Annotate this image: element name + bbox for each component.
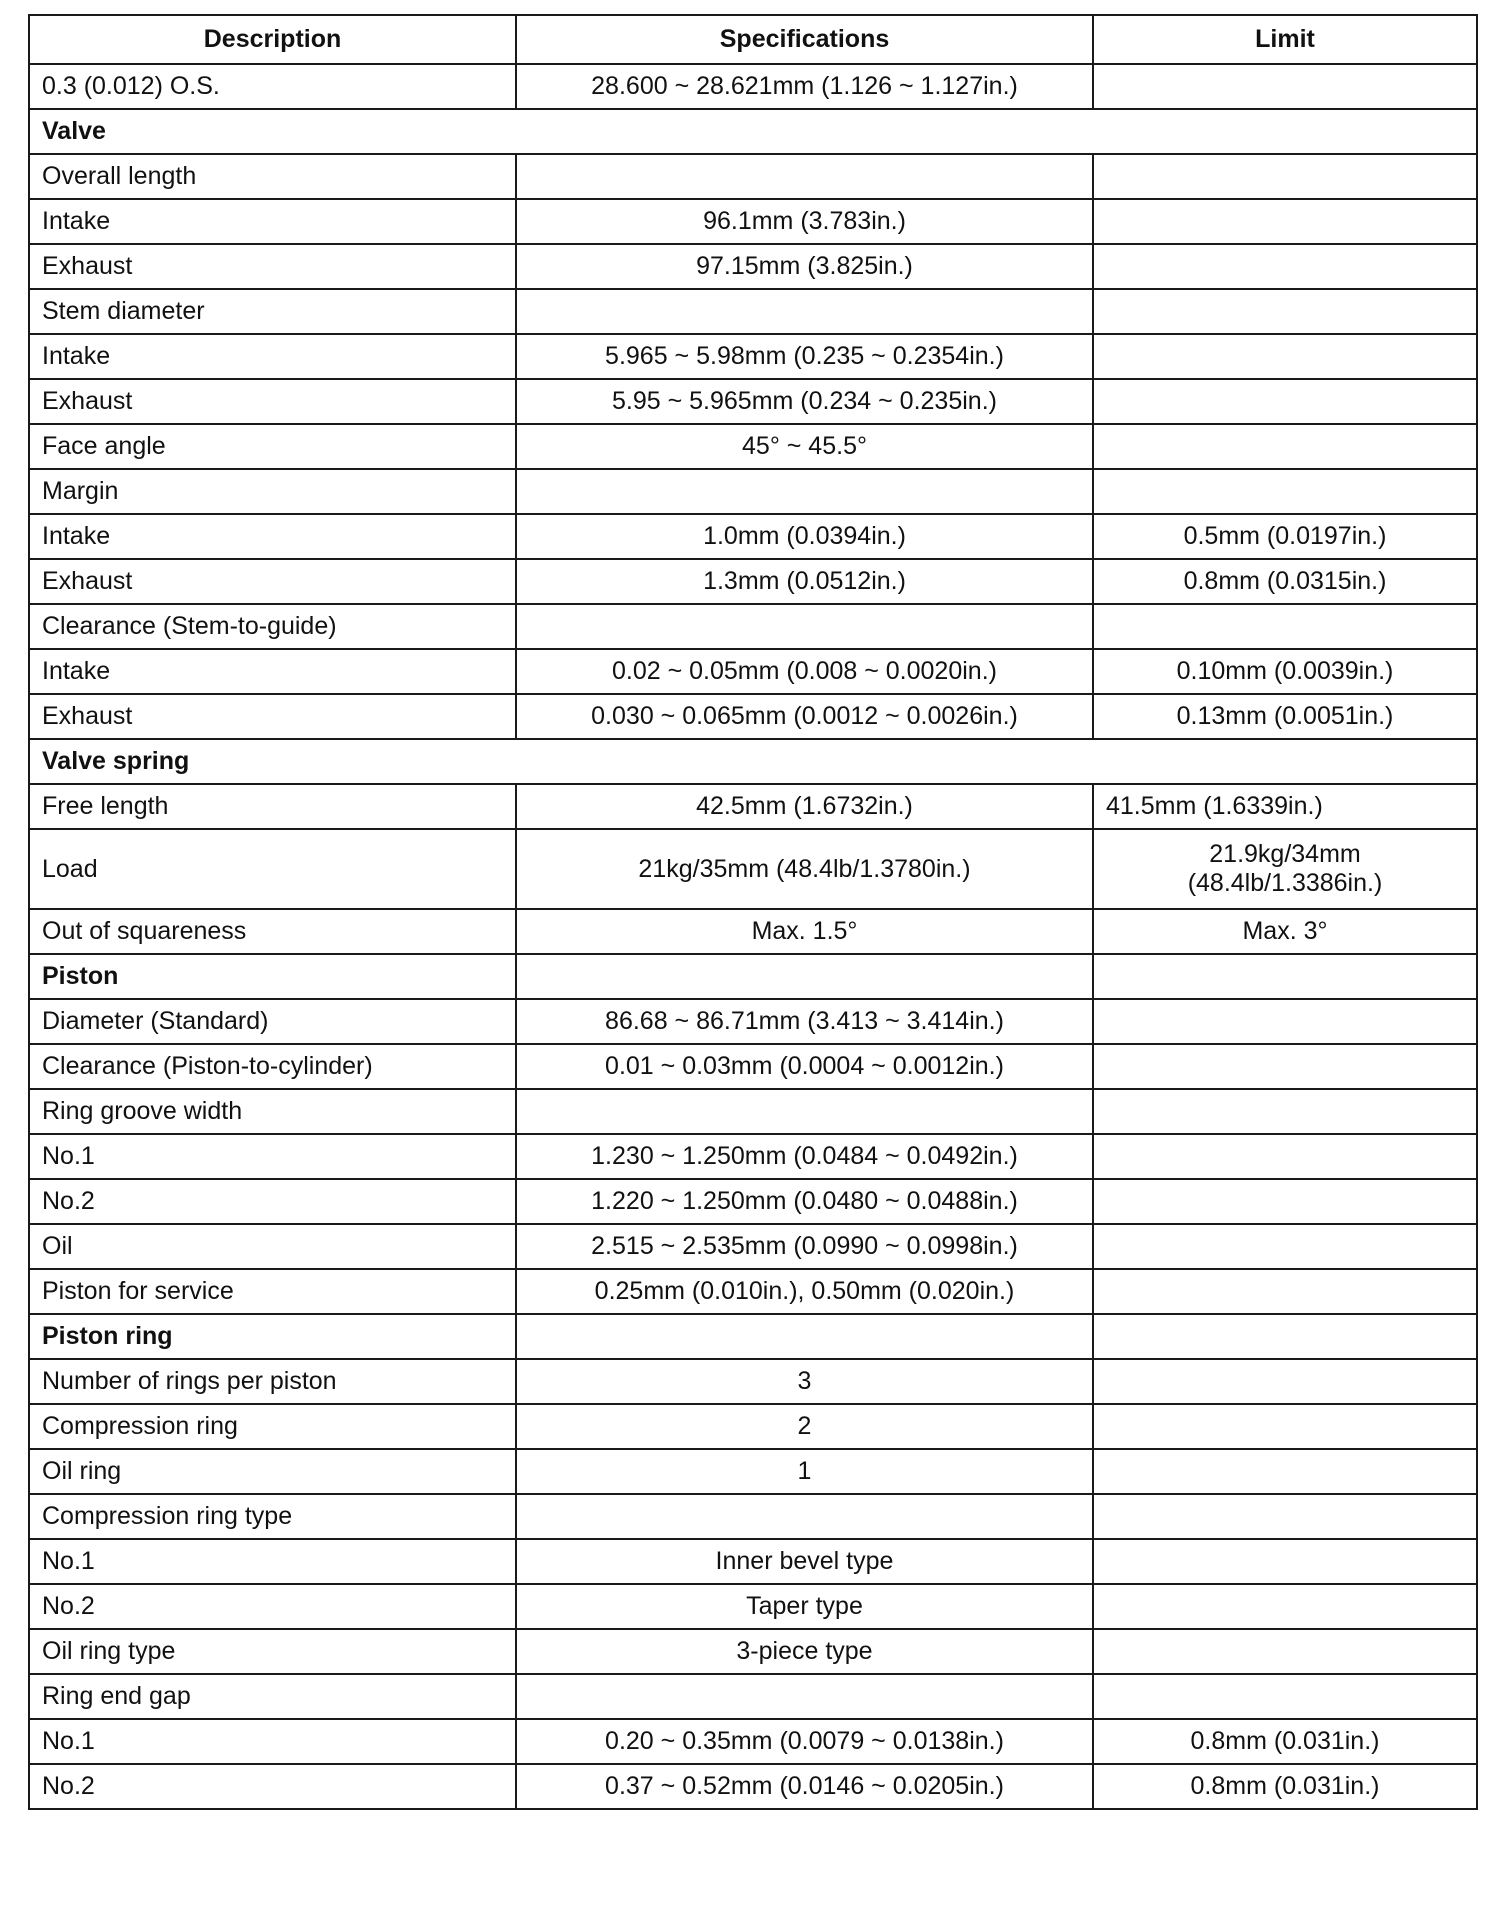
- table-row: [29, 1404, 1477, 1449]
- description-cell: Oil ring type: [29, 1629, 516, 1674]
- table-row: [29, 1449, 1477, 1494]
- limit-cell: [1093, 1674, 1477, 1719]
- specification-cell: [516, 1674, 1093, 1719]
- description-cell: Intake: [29, 649, 516, 694]
- limit-cell: [1093, 244, 1477, 289]
- table-row: [29, 999, 1477, 1044]
- specification-cell: [516, 154, 1093, 199]
- specification-cell: [516, 469, 1093, 514]
- limit-cell: [1093, 1314, 1477, 1359]
- specification-cell: 0.20 ~ 0.35mm (0.0079 ~ 0.0138in.): [516, 1719, 1093, 1764]
- limit-cell: 0.8mm (0.031in.): [1093, 1719, 1477, 1764]
- section-title: Piston ring: [29, 1314, 516, 1359]
- table-row: [29, 199, 1477, 244]
- limit-cell: [1093, 999, 1477, 1044]
- description-cell: Oil ring: [29, 1449, 516, 1494]
- specification-cell: [516, 1314, 1093, 1359]
- limit-cell: [1093, 604, 1477, 649]
- specification-cell: 2.515 ~ 2.535mm (0.0990 ~ 0.0998in.): [516, 1224, 1093, 1269]
- limit-cell: 0.8mm (0.0315in.): [1093, 559, 1477, 604]
- table-row: [29, 334, 1477, 379]
- table-row: [29, 64, 1477, 109]
- table-row: [29, 1494, 1477, 1539]
- table-row: [29, 1359, 1477, 1404]
- table-row: [29, 694, 1477, 739]
- specification-cell: [516, 604, 1093, 649]
- limit-cell: [1093, 64, 1477, 109]
- specification-cell: 5.965 ~ 5.98mm (0.235 ~ 0.2354in.): [516, 334, 1093, 379]
- table-row: [29, 1134, 1477, 1179]
- description-cell: No.1: [29, 1134, 516, 1179]
- limit-cell: Max. 3°: [1093, 909, 1477, 954]
- header-row: [29, 15, 1477, 64]
- table-row: [29, 469, 1477, 514]
- section-title: Piston: [29, 954, 516, 999]
- table-row: [29, 909, 1477, 954]
- description-cell: Compression ring type: [29, 1494, 516, 1539]
- specification-cell: 1.3mm (0.0512in.): [516, 559, 1093, 604]
- limit-cell: 0.5mm (0.0197in.): [1093, 514, 1477, 559]
- table-row: [29, 1269, 1477, 1314]
- description-cell: Exhaust: [29, 379, 516, 424]
- section-row: [29, 954, 1477, 999]
- description-cell: Oil: [29, 1224, 516, 1269]
- description-cell: No.2: [29, 1584, 516, 1629]
- table-row: [29, 379, 1477, 424]
- limit-cell: [1093, 1584, 1477, 1629]
- table-row: [29, 1089, 1477, 1134]
- limit-cell: 41.5mm (1.6339in.): [1093, 784, 1477, 829]
- description-cell: Clearance (Stem-to-guide): [29, 604, 516, 649]
- table-row: [29, 1179, 1477, 1224]
- specification-cell: 28.600 ~ 28.621mm (1.126 ~ 1.127in.): [516, 64, 1093, 109]
- table-body: [29, 64, 1477, 1809]
- specification-cell: 1.230 ~ 1.250mm (0.0484 ~ 0.0492in.): [516, 1134, 1093, 1179]
- limit-cell: [1093, 1629, 1477, 1674]
- description-cell: 0.3 (0.012) O.S.: [29, 64, 516, 109]
- description-cell: Free length: [29, 784, 516, 829]
- limit-cell: [1093, 1539, 1477, 1584]
- description-cell: No.1: [29, 1539, 516, 1584]
- limit-cell: [1093, 289, 1477, 334]
- table-row: [29, 829, 1477, 909]
- specification-cell: 21kg/35mm (48.4lb/1.3780in.): [516, 829, 1093, 909]
- specification-cell: [516, 1089, 1093, 1134]
- specification-cell: 0.02 ~ 0.05mm (0.008 ~ 0.0020in.): [516, 649, 1093, 694]
- table-row: [29, 1719, 1477, 1764]
- table-row: [29, 289, 1477, 334]
- header-description: Description: [29, 15, 516, 64]
- table-row: [29, 1539, 1477, 1584]
- specification-cell: 1.220 ~ 1.250mm (0.0480 ~ 0.0488in.): [516, 1179, 1093, 1224]
- description-cell: Face angle: [29, 424, 516, 469]
- section-row: [29, 739, 1477, 784]
- limit-cell: [1093, 1224, 1477, 1269]
- specification-cell: 0.01 ~ 0.03mm (0.0004 ~ 0.0012in.): [516, 1044, 1093, 1089]
- limit-cell: [1093, 954, 1477, 999]
- specification-cell: [516, 289, 1093, 334]
- specification-cell: 1: [516, 1449, 1093, 1494]
- description-cell: Stem diameter: [29, 289, 516, 334]
- table-row: [29, 1044, 1477, 1089]
- description-cell: Overall length: [29, 154, 516, 199]
- table-row: [29, 514, 1477, 559]
- description-cell: Clearance (Piston-to-cylinder): [29, 1044, 516, 1089]
- specification-cell: 0.030 ~ 0.065mm (0.0012 ~ 0.0026in.): [516, 694, 1093, 739]
- table-row: [29, 604, 1477, 649]
- limit-cell: [1093, 1449, 1477, 1494]
- limit-line: 21.9kg/34mm: [1209, 840, 1361, 868]
- limit-cell: [1093, 1359, 1477, 1404]
- table-row: [29, 424, 1477, 469]
- limit-line: (48.4lb/1.3386in.): [1187, 869, 1383, 897]
- specification-cell: 45° ~ 45.5°: [516, 424, 1093, 469]
- description-cell: Ring groove width: [29, 1089, 516, 1134]
- description-cell: Exhaust: [29, 244, 516, 289]
- specification-cell: 2: [516, 1404, 1093, 1449]
- section-row: [29, 109, 1477, 154]
- table-row: [29, 154, 1477, 199]
- table-row: [29, 784, 1477, 829]
- specification-cell: 97.15mm (3.825in.): [516, 244, 1093, 289]
- limit-cell: [1093, 1089, 1477, 1134]
- specification-cell: 96.1mm (3.783in.): [516, 199, 1093, 244]
- limit-cell: [1093, 424, 1477, 469]
- specification-cell: 0.25mm (0.010in.), 0.50mm (0.020in.): [516, 1269, 1093, 1314]
- specification-cell: 1.0mm (0.0394in.): [516, 514, 1093, 559]
- description-cell: Diameter (Standard): [29, 999, 516, 1044]
- table-row: [29, 559, 1477, 604]
- limit-cell: [1093, 379, 1477, 424]
- limit-cell: [1093, 1269, 1477, 1314]
- description-cell: Intake: [29, 334, 516, 379]
- table-row: [29, 244, 1477, 289]
- table-row: [29, 649, 1477, 694]
- limit-cell: [1093, 469, 1477, 514]
- description-cell: Intake: [29, 199, 516, 244]
- specification-cell: 5.95 ~ 5.965mm (0.234 ~ 0.235in.): [516, 379, 1093, 424]
- description-cell: Number of rings per piston: [29, 1359, 516, 1404]
- specification-cell: Inner bevel type: [516, 1539, 1093, 1584]
- table-row: [29, 1764, 1477, 1809]
- specification-cell: 3-piece type: [516, 1629, 1093, 1674]
- section-title: Valve spring: [29, 739, 1477, 784]
- description-cell: Load: [29, 829, 516, 909]
- table-header: [29, 15, 1477, 64]
- description-cell: Out of squareness: [29, 909, 516, 954]
- limit-cell: [1093, 1494, 1477, 1539]
- description-cell: Margin: [29, 469, 516, 514]
- header-specifications: Specifications: [516, 15, 1093, 64]
- table-row: [29, 1584, 1477, 1629]
- limit-cell: [1093, 829, 1477, 909]
- description-cell: Intake: [29, 514, 516, 559]
- limit-cell: 0.8mm (0.031in.): [1093, 1764, 1477, 1809]
- specification-cell: 0.37 ~ 0.52mm (0.0146 ~ 0.0205in.): [516, 1764, 1093, 1809]
- limit-cell: [1093, 1179, 1477, 1224]
- table-row: [29, 1629, 1477, 1674]
- description-cell: Compression ring: [29, 1404, 516, 1449]
- table-row: [29, 1674, 1477, 1719]
- table-row: [29, 1224, 1477, 1269]
- description-cell: Ring end gap: [29, 1674, 516, 1719]
- description-cell: No.2: [29, 1764, 516, 1809]
- specification-cell: 42.5mm (1.6732in.): [516, 784, 1093, 829]
- limit-cell: [1093, 1404, 1477, 1449]
- header-limit: Limit: [1093, 15, 1477, 64]
- description-cell: No.1: [29, 1719, 516, 1764]
- description-cell: Exhaust: [29, 559, 516, 604]
- limit-cell: [1093, 334, 1477, 379]
- limit-cell: 0.10mm (0.0039in.): [1093, 649, 1477, 694]
- specification-cell: Taper type: [516, 1584, 1093, 1629]
- specification-cell: Max. 1.5°: [516, 909, 1093, 954]
- specifications-table: [28, 14, 1478, 1810]
- limit-cell: [1093, 199, 1477, 244]
- section-title: Valve: [29, 109, 1477, 154]
- specification-cell: 3: [516, 1359, 1093, 1404]
- limit-cell: [1093, 1134, 1477, 1179]
- limit-cell: [1093, 154, 1477, 199]
- specification-cell: [516, 1494, 1093, 1539]
- specification-cell: [516, 954, 1093, 999]
- limit-cell: 0.13mm (0.0051in.): [1093, 694, 1477, 739]
- description-cell: Piston for service: [29, 1269, 516, 1314]
- description-cell: No.2: [29, 1179, 516, 1224]
- specification-cell: 86.68 ~ 86.71mm (3.413 ~ 3.414in.): [516, 999, 1093, 1044]
- description-cell: Exhaust: [29, 694, 516, 739]
- limit-cell: [1093, 1044, 1477, 1089]
- section-row: [29, 1314, 1477, 1359]
